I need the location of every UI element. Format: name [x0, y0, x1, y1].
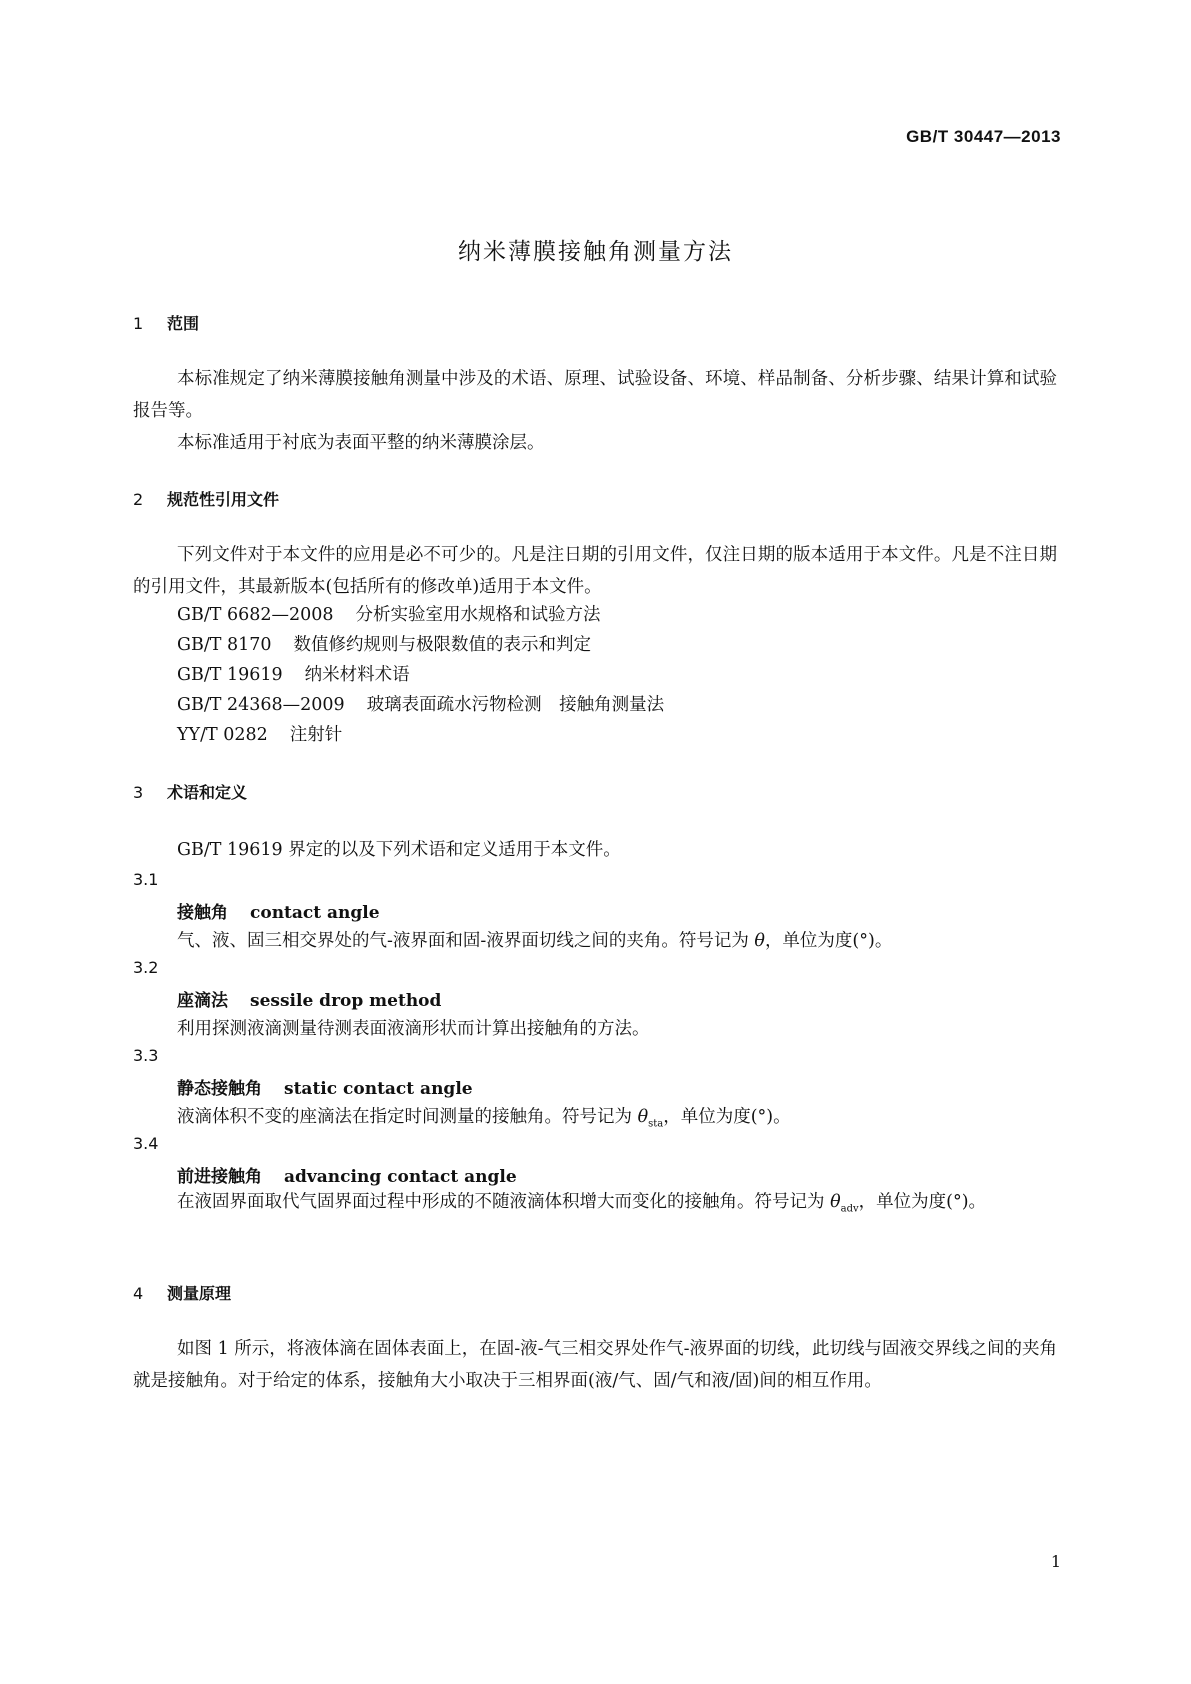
- reference-code: GB/T 8170: [177, 635, 272, 655]
- definition-text: 在液固界面取代气固界面过程中形成的不随液滴体积增大而变化的接触角。符号记为: [177, 1192, 831, 1212]
- term-english: contact angle: [250, 903, 380, 923]
- term-definition: [133, 1186, 1057, 1226]
- section-number: 1: [133, 314, 144, 333]
- section-title: 范围: [167, 314, 200, 333]
- section-3-heading: [133, 780, 247, 803]
- section-4-heading: [133, 1281, 231, 1304]
- term-heading: [177, 898, 380, 923]
- reference-name: 数值修约规则与极限数值的表示和判定: [293, 635, 592, 655]
- term-heading: [177, 1162, 517, 1187]
- section-1-paragraph-2: 本标准适用于衬底为表面平整的纳米薄膜涂层。: [177, 433, 545, 453]
- term-chinese: 座滴法: [177, 991, 228, 1011]
- section-title: 术语和定义: [167, 783, 248, 802]
- term-chinese: 前进接触角: [177, 1167, 262, 1187]
- document-title: 纳米薄膜接触角测量方法: [458, 239, 733, 265]
- section-number: 4: [133, 1284, 144, 1303]
- section-2-heading: [133, 487, 279, 510]
- theta-symbol: $\theta_{sta}$: [637, 1107, 664, 1130]
- term-chinese: 接触角: [177, 903, 228, 923]
- term-english: static contact angle: [284, 1079, 473, 1099]
- reference-code: GB/T 24368—2009: [177, 695, 345, 715]
- definition-text: 气、液、固三相交界处的气-液界面和固-液界面切线之间的夹角。符号记为: [177, 931, 755, 951]
- section-1-paragraph-1: 本标准规定了纳米薄膜接触角测量中涉及的术语、原理、试验设备、环境、样品制备、分析步骤、结果计算和试验报告等。: [133, 369, 1057, 421]
- definition-text: ，单位为度(°)。: [764, 931, 893, 951]
- reference-item: [177, 661, 410, 686]
- definition-text: 利用探测液滴测量待测表面液滴形状而计算出接触角的方法。: [177, 1019, 650, 1039]
- definition-text: ，单位为度(°)。: [858, 1192, 987, 1212]
- term-number: 3.4: [133, 1134, 159, 1153]
- term-heading: [177, 986, 441, 1011]
- term-english: sessile drop method: [250, 991, 442, 1011]
- reference-name: 纳米材料术语: [304, 665, 410, 685]
- definition-text: ，单位为度(°)。: [663, 1107, 791, 1127]
- theta-symbol: θ: [754, 931, 765, 951]
- term-english: advancing contact angle: [284, 1167, 517, 1187]
- section-4-paragraph-1: 如图 1 所示，将液体滴在固体表面上，在固-液-气三相交界处作气-液界面的切线，此切线与固液交界线之间的夹角就是接触角。对于给定的体系，接触角大小取决于三相界面(液/气、固/气和液/固)间的相互作用。: [133, 1339, 1057, 1391]
- theta-symbol: $\theta_{adv}$: [830, 1192, 859, 1215]
- reference-item: [177, 721, 342, 746]
- term-number: 3.1: [133, 870, 159, 889]
- page-number: 1: [1050, 1552, 1061, 1571]
- term-heading: [177, 1074, 473, 1099]
- term-number: 3.3: [133, 1046, 159, 1065]
- section-number: 2: [133, 490, 144, 509]
- reference-item: [177, 691, 664, 716]
- section-3-intro: GB/T 19619 界定的以及下列术语和定义适用于本文件。: [177, 840, 621, 860]
- section-1-heading: [133, 311, 199, 334]
- reference-name: 玻璃表面疏水污物检测 接触角测量法: [366, 695, 665, 715]
- standard-number: GB/T 30447—2013: [906, 127, 1061, 146]
- term-definition: [177, 1015, 650, 1040]
- term-number: 3.2: [133, 958, 159, 977]
- section-title: 规范性引用文件: [167, 490, 280, 509]
- section-number: 3: [133, 783, 144, 802]
- reference-item: [177, 601, 601, 626]
- reference-code: GB/T 6682—2008: [177, 605, 334, 625]
- reference-item: [177, 631, 591, 656]
- reference-name: 注射针: [289, 725, 343, 745]
- term-definition: [177, 1103, 791, 1130]
- reference-name: 分析实验室用水规格和试验方法: [355, 605, 601, 625]
- section-title: 测量原理: [167, 1284, 232, 1303]
- reference-code: GB/T 19619: [177, 665, 283, 685]
- section-2-paragraph-1: 下列文件对于本文件的应用是必不可少的。凡是注日期的引用文件，仅注日期的版本适用于本文件。凡是不注日期的引用文件，其最新版本(包括所有的修改单)适用于本文件。: [133, 545, 1057, 597]
- term-chinese: 静态接触角: [177, 1079, 262, 1099]
- reference-code: YY/T 0282: [177, 725, 268, 745]
- definition-text: 液滴体积不变的座滴法在指定时间测量的接触角。符号记为: [177, 1107, 638, 1127]
- term-definition: [177, 927, 892, 952]
